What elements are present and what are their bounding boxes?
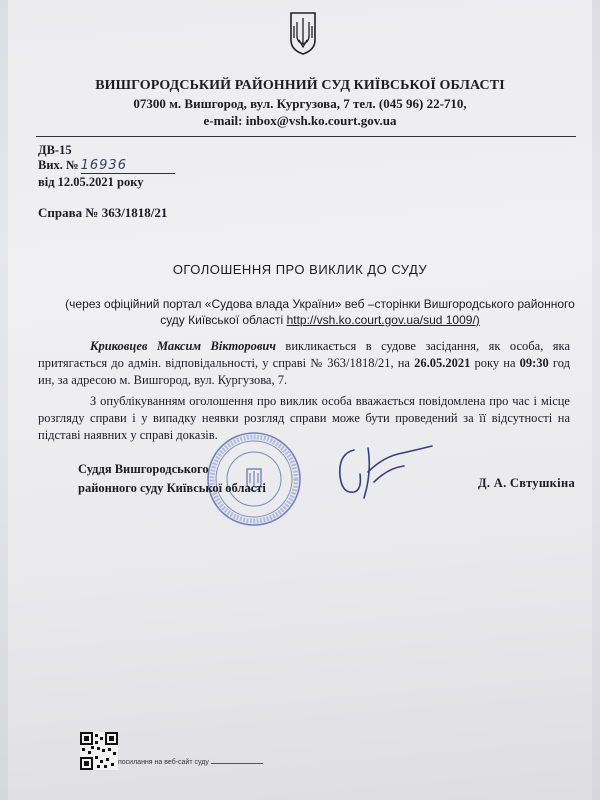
- summons-text-b: року на: [470, 356, 520, 370]
- handwritten-signature: [312, 432, 442, 508]
- header-divider: [36, 136, 576, 137]
- outgoing-number: 16936: [81, 159, 175, 174]
- summoned-person: Криковцев Максим Вікторович: [90, 339, 276, 353]
- coat-of-arms-icon: [289, 10, 317, 56]
- hearing-date: 26.05.2021: [414, 356, 471, 370]
- website-link-text: посилання на веб-сайт суду: [118, 759, 209, 766]
- hearing-time: 09:30: [519, 356, 549, 370]
- outgoing-label: Вих. №: [38, 158, 79, 172]
- notice-subtitle: [60, 296, 580, 328]
- notice-title: ОГОЛОШЕННЯ ПРО ВИКЛИК ДО СУДУ: [172, 262, 428, 277]
- notice-paragraph: [38, 393, 570, 444]
- summons-text-c: год ин, за адресою м. Вишгород, вул. Кургузова, 7.: [38, 356, 570, 387]
- judge-title: [78, 460, 266, 498]
- summons-paragraph: [38, 338, 570, 389]
- judge-name: Д. А. Свтушкіна: [478, 476, 575, 490]
- court-website-link[interactable]: http://vsh.ko.court.gov.ua/sud 1009/): [286, 313, 480, 327]
- qr-code-icon[interactable]: [80, 732, 118, 770]
- court-address: 07300 м. Вишгород, вул. Кургузова, 7 тел. (045 96) 22-710,: [133, 96, 467, 111]
- summons-text-a: викликається в судове засідання, як особа, яка притягається до адмін. відповідальності, у справі № 363/1818/21, на: [38, 339, 570, 370]
- case-number: Справа № 363/1818/21: [38, 205, 168, 220]
- outgoing-number-row: [38, 158, 175, 174]
- form-code: ДВ-15: [38, 143, 72, 157]
- subtitle-text: (через офіційний портал «Судова влада України» веб –сторінки Вишгородського районного суду Київської області: [65, 297, 575, 327]
- judge-title-line2: районного суду Київської області: [78, 481, 266, 495]
- judge-title-line1: Суддя Вишгородського: [78, 462, 209, 476]
- court-name: ВИШГОРОДСЬКИЙ РАЙОННИЙ СУД КИЇВСЬКОЇ ОБЛАСТІ: [95, 78, 505, 93]
- website-link-caption: [118, 759, 263, 766]
- court-email: e-mail: inbox@vsh.ko.court.gov.ua: [203, 113, 397, 128]
- notice-text: З опублікуванням оголошення про виклик особа вважається повідомлена про час і місце розгляду справи і у випадку неявки розгляд справи може бути проведений за її відсутності на підставі наявних у справі доказів.: [38, 394, 570, 442]
- outgoing-date: від 12.05.2021 року: [38, 175, 144, 189]
